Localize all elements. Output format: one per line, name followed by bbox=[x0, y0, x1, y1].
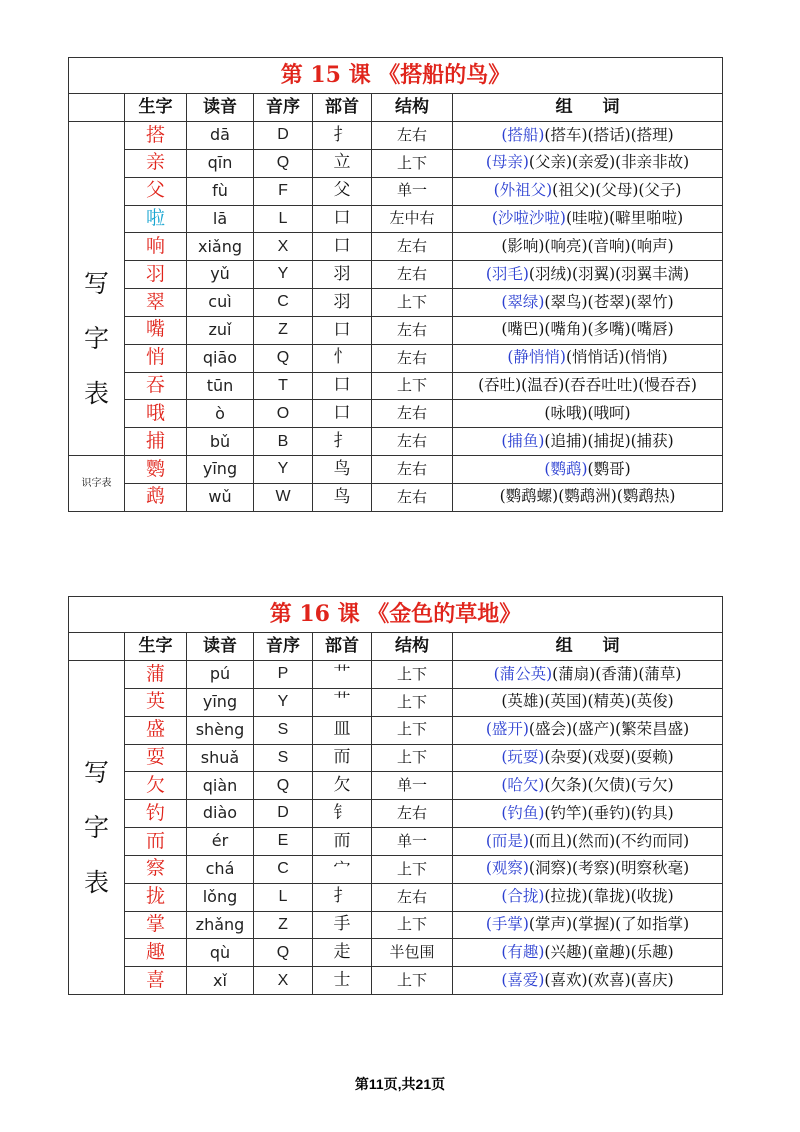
column-header: 部首 bbox=[313, 94, 372, 122]
radical-cell: 钅 bbox=[313, 800, 372, 828]
char-cell: 鹉 bbox=[125, 483, 187, 511]
highlight-word: (蒲公英) bbox=[493, 664, 553, 683]
lesson-table bbox=[68, 57, 723, 512]
structure-cell: 上下 bbox=[372, 289, 453, 317]
structure-cell: 上下 bbox=[372, 661, 453, 689]
lesson-table bbox=[68, 596, 723, 995]
page-footer: 第11页,共21页 bbox=[354, 1076, 446, 1092]
radical-cell: 鸟 bbox=[313, 483, 372, 511]
initial-letter-cell: C bbox=[254, 289, 313, 317]
highlight-word: (合拢) bbox=[501, 887, 545, 906]
header-blank bbox=[69, 94, 125, 122]
char-cell: 欠 bbox=[125, 772, 187, 800]
words-cell bbox=[453, 400, 723, 428]
initial-letter-cell: Q bbox=[254, 772, 313, 800]
structure-cell: 上下 bbox=[372, 716, 453, 744]
initial-letter-cell: D bbox=[254, 800, 313, 828]
other-words: (兴趣)(童趣)(乐趣) bbox=[544, 942, 674, 961]
radical-cell: 皿 bbox=[313, 716, 372, 744]
initial-letter-cell: D bbox=[254, 122, 313, 150]
other-words: (羽绒)(羽翼)(羽翼丰满) bbox=[528, 264, 690, 283]
words-cell bbox=[453, 261, 723, 289]
words-cell bbox=[453, 316, 723, 344]
other-words: (盛会)(盛产)(繁荣昌盛) bbox=[528, 720, 690, 739]
table-row bbox=[69, 233, 723, 261]
section-label-char: 写 bbox=[83, 269, 109, 299]
section-label-char: 字 bbox=[83, 813, 109, 843]
column-header: 生字 bbox=[125, 94, 187, 122]
structure-cell: 单一 bbox=[372, 772, 453, 800]
other-words: (悄悄话)(悄悄) bbox=[565, 348, 668, 367]
table-row bbox=[69, 967, 723, 995]
section-label bbox=[69, 661, 125, 995]
table-row bbox=[69, 772, 723, 800]
other-words: (鹦哥) bbox=[587, 459, 631, 478]
initial-letter-cell: X bbox=[254, 967, 313, 995]
table-row bbox=[69, 400, 723, 428]
structure-cell: 左右 bbox=[372, 483, 453, 511]
other-words: (吞吐)(温吞)(吞吞吐吐)(慢吞吞) bbox=[478, 376, 697, 395]
structure-cell: 上下 bbox=[372, 744, 453, 772]
structure-cell: 左右 bbox=[372, 122, 453, 150]
char-cell: 悄 bbox=[125, 344, 187, 372]
initial-letter-cell: S bbox=[254, 744, 313, 772]
table-row bbox=[69, 316, 723, 344]
highlight-word: (翠绿) bbox=[501, 292, 545, 311]
highlight-word: (玩耍) bbox=[501, 748, 545, 767]
radical-cell: 口 bbox=[313, 316, 372, 344]
initial-letter-cell: Q bbox=[254, 149, 313, 177]
char-cell: 亲 bbox=[125, 149, 187, 177]
words-cell bbox=[453, 939, 723, 967]
column-header: 读音 bbox=[187, 633, 254, 661]
table-row bbox=[69, 205, 723, 233]
other-words: (洞察)(考察)(明察秋毫) bbox=[528, 859, 690, 878]
char-cell: 拢 bbox=[125, 883, 187, 911]
table-row bbox=[69, 428, 723, 456]
pinyin-cell: shèng bbox=[187, 716, 254, 744]
radical-cell: 鸟 bbox=[313, 456, 372, 484]
initial-letter-cell: Y bbox=[254, 261, 313, 289]
section-label bbox=[69, 122, 125, 456]
initial-letter-cell: F bbox=[254, 177, 313, 205]
words-cell bbox=[453, 772, 723, 800]
words-cell bbox=[453, 800, 723, 828]
initial-letter-cell: Q bbox=[254, 939, 313, 967]
pinyin-cell: tūn bbox=[187, 372, 254, 400]
highlight-word: (盛开) bbox=[485, 720, 529, 739]
other-words: (英雄)(英国)(精英)(英俊) bbox=[501, 692, 674, 711]
other-words: (追捕)(捕捉)(捕获) bbox=[544, 431, 674, 450]
char-cell: 吞 bbox=[125, 372, 187, 400]
pinyin-cell: qù bbox=[187, 939, 254, 967]
structure-cell: 上下 bbox=[372, 372, 453, 400]
initial-letter-cell: S bbox=[254, 716, 313, 744]
structure-cell: 上下 bbox=[372, 911, 453, 939]
pinyin-cell: bǔ bbox=[187, 428, 254, 456]
radical-cell: 艹 bbox=[313, 688, 372, 716]
radical-cell: 艹 bbox=[313, 661, 372, 689]
highlight-word: (手掌) bbox=[485, 915, 529, 934]
initial-letter-cell: Q bbox=[254, 344, 313, 372]
structure-cell: 左右 bbox=[372, 800, 453, 828]
radical-cell: 扌 bbox=[313, 883, 372, 911]
pinyin-cell: lā bbox=[187, 205, 254, 233]
structure-cell: 左右 bbox=[372, 261, 453, 289]
pinyin-cell: lǒng bbox=[187, 883, 254, 911]
table-row bbox=[69, 483, 723, 511]
words-cell bbox=[453, 177, 723, 205]
table-row bbox=[69, 800, 723, 828]
lesson-16-table bbox=[68, 596, 722, 995]
column-header: 部首 bbox=[313, 633, 372, 661]
words-cell bbox=[453, 122, 723, 150]
table-row bbox=[69, 688, 723, 716]
table-row bbox=[69, 661, 723, 689]
char-cell: 掌 bbox=[125, 911, 187, 939]
highlight-word: (哈欠) bbox=[501, 775, 545, 794]
words-cell bbox=[453, 344, 723, 372]
pinyin-cell: yīng bbox=[187, 456, 254, 484]
highlight-word: (搭船) bbox=[501, 125, 545, 144]
structure-cell: 左右 bbox=[372, 456, 453, 484]
pinyin-cell: pú bbox=[187, 661, 254, 689]
radical-cell: 扌 bbox=[313, 428, 372, 456]
lesson-title: 第 15 课 《搭船的鸟》 bbox=[69, 58, 723, 94]
other-words: (拉拢)(靠拢)(收拢) bbox=[544, 887, 674, 906]
structure-cell: 上下 bbox=[372, 149, 453, 177]
pinyin-cell: qiàn bbox=[187, 772, 254, 800]
pinyin-cell: xiǎng bbox=[187, 233, 254, 261]
initial-letter-cell: T bbox=[254, 372, 313, 400]
pinyin-cell: zuǐ bbox=[187, 316, 254, 344]
other-words: (搭车)(搭话)(搭理) bbox=[544, 125, 674, 144]
char-cell: 搭 bbox=[125, 122, 187, 150]
other-words: (钓竿)(垂钓)(钓具) bbox=[544, 803, 674, 822]
words-cell bbox=[453, 483, 723, 511]
other-words: (咏哦)(哦呵) bbox=[544, 403, 631, 422]
pinyin-cell: qiāo bbox=[187, 344, 254, 372]
other-words: (掌声)(掌握)(了如指掌) bbox=[528, 915, 690, 934]
column-header: 组 词 bbox=[453, 94, 723, 122]
words-cell bbox=[453, 289, 723, 317]
char-cell: 嘴 bbox=[125, 316, 187, 344]
column-header: 组 词 bbox=[453, 633, 723, 661]
table-row bbox=[69, 883, 723, 911]
initial-letter-cell: B bbox=[254, 428, 313, 456]
highlight-word: (静悄悄) bbox=[507, 348, 566, 367]
highlight-word: (有趣) bbox=[501, 942, 545, 961]
section-label-char: 表 bbox=[83, 868, 109, 898]
table-row bbox=[69, 456, 723, 484]
section-label-char: 表 bbox=[83, 379, 109, 409]
words-cell bbox=[453, 205, 723, 233]
table-row bbox=[69, 744, 723, 772]
structure-cell: 左右 bbox=[372, 883, 453, 911]
column-header: 生字 bbox=[125, 633, 187, 661]
char-cell: 盛 bbox=[125, 716, 187, 744]
structure-cell: 左右 bbox=[372, 344, 453, 372]
structure-cell: 上下 bbox=[372, 855, 453, 883]
words-cell bbox=[453, 828, 723, 856]
highlight-word: (观察) bbox=[485, 859, 529, 878]
char-cell: 钓 bbox=[125, 800, 187, 828]
column-header: 音序 bbox=[254, 633, 313, 661]
char-cell: 喜 bbox=[125, 967, 187, 995]
words-cell bbox=[453, 456, 723, 484]
initial-letter-cell: E bbox=[254, 828, 313, 856]
header-row bbox=[69, 94, 723, 122]
structure-cell: 半包围 bbox=[372, 939, 453, 967]
initial-letter-cell: Z bbox=[254, 911, 313, 939]
section-label: 识字表 bbox=[69, 456, 125, 512]
title-row bbox=[69, 58, 723, 94]
pinyin-cell: ér bbox=[187, 828, 254, 856]
table-row bbox=[69, 855, 723, 883]
structure-cell: 上下 bbox=[372, 967, 453, 995]
structure-cell: 左右 bbox=[372, 316, 453, 344]
char-cell: 哦 bbox=[125, 400, 187, 428]
structure-cell: 上下 bbox=[372, 688, 453, 716]
other-words: (鹦鹉螺)(鹦鹉洲)(鹦鹉热) bbox=[499, 487, 676, 506]
char-cell: 响 bbox=[125, 233, 187, 261]
column-header: 结构 bbox=[372, 94, 453, 122]
pinyin-cell: cuì bbox=[187, 289, 254, 317]
words-cell bbox=[453, 233, 723, 261]
highlight-word: (钓鱼) bbox=[501, 803, 545, 822]
words-cell bbox=[453, 661, 723, 689]
char-cell: 翠 bbox=[125, 289, 187, 317]
pinyin-cell: qīn bbox=[187, 149, 254, 177]
radical-cell: 士 bbox=[313, 967, 372, 995]
radical-cell: 立 bbox=[313, 149, 372, 177]
table-row bbox=[69, 911, 723, 939]
structure-cell: 单一 bbox=[372, 177, 453, 205]
table-row bbox=[69, 828, 723, 856]
pinyin-cell: xǐ bbox=[187, 967, 254, 995]
radical-cell: 走 bbox=[313, 939, 372, 967]
words-cell bbox=[453, 883, 723, 911]
radical-cell: 而 bbox=[313, 828, 372, 856]
other-words: (蒲扇)(香蒲)(蒲草) bbox=[552, 664, 682, 683]
other-words: (翠鸟)(苍翠)(翠竹) bbox=[544, 292, 674, 311]
pinyin-cell: dā bbox=[187, 122, 254, 150]
other-words: (嘴巴)(嘴角)(多嘴)(嘴唇) bbox=[501, 320, 674, 339]
radical-cell: 口 bbox=[313, 372, 372, 400]
words-cell bbox=[453, 911, 723, 939]
structure-cell: 左右 bbox=[372, 233, 453, 261]
words-cell bbox=[453, 428, 723, 456]
radical-cell: 口 bbox=[313, 233, 372, 261]
radical-cell: 父 bbox=[313, 177, 372, 205]
char-cell: 蒲 bbox=[125, 661, 187, 689]
structure-cell: 左右 bbox=[372, 428, 453, 456]
column-header: 读音 bbox=[187, 94, 254, 122]
highlight-word: (而是) bbox=[485, 831, 529, 850]
table-row bbox=[69, 372, 723, 400]
radical-cell: 宀 bbox=[313, 855, 372, 883]
initial-letter-cell: C bbox=[254, 855, 313, 883]
other-words: (父亲)(亲爱)(非亲非故) bbox=[528, 153, 690, 172]
pinyin-cell: yīng bbox=[187, 688, 254, 716]
table-row bbox=[69, 261, 723, 289]
table-row bbox=[69, 716, 723, 744]
other-words: (而且)(然而)(不约而同) bbox=[528, 831, 690, 850]
char-cell: 趣 bbox=[125, 939, 187, 967]
pinyin-cell: yǔ bbox=[187, 261, 254, 289]
highlight-word: (鹦鹉) bbox=[544, 459, 588, 478]
pinyin-cell: wǔ bbox=[187, 483, 254, 511]
section-label-char: 字 bbox=[83, 324, 109, 354]
highlight-word: (沙啦沙啦) bbox=[491, 209, 566, 228]
other-words: (祖父)(父母)(父子) bbox=[552, 181, 682, 200]
other-words: (哇啦)(噼里啪啦) bbox=[565, 209, 684, 228]
char-cell: 察 bbox=[125, 855, 187, 883]
char-cell: 捕 bbox=[125, 428, 187, 456]
char-cell: 鹦 bbox=[125, 456, 187, 484]
structure-cell: 左右 bbox=[372, 400, 453, 428]
header-row bbox=[69, 633, 723, 661]
structure-cell: 左中右 bbox=[372, 205, 453, 233]
words-cell bbox=[453, 967, 723, 995]
radical-cell: 口 bbox=[313, 400, 372, 428]
title-row bbox=[69, 597, 723, 633]
other-words: (影响)(响亮)(音响)(响声) bbox=[501, 236, 674, 255]
initial-letter-cell: O bbox=[254, 400, 313, 428]
radical-cell: 羽 bbox=[313, 261, 372, 289]
lesson-15-table bbox=[68, 57, 722, 512]
pinyin-cell: shuǎ bbox=[187, 744, 254, 772]
highlight-word: (母亲) bbox=[485, 153, 529, 172]
highlight-word: (羽毛) bbox=[485, 264, 529, 283]
pinyin-cell: zhǎng bbox=[187, 911, 254, 939]
table-row bbox=[69, 344, 723, 372]
words-cell bbox=[453, 688, 723, 716]
radical-cell: 扌 bbox=[313, 122, 372, 150]
table-row bbox=[69, 177, 723, 205]
char-cell: 羽 bbox=[125, 261, 187, 289]
initial-letter-cell: X bbox=[254, 233, 313, 261]
pinyin-cell: ò bbox=[187, 400, 254, 428]
radical-cell: 羽 bbox=[313, 289, 372, 317]
initial-letter-cell: W bbox=[254, 483, 313, 511]
words-cell bbox=[453, 716, 723, 744]
highlight-word: (喜爱) bbox=[501, 970, 545, 989]
other-words: (杂耍)(戏耍)(耍赖) bbox=[544, 748, 674, 767]
highlight-word: (外祖父) bbox=[493, 181, 553, 200]
words-cell bbox=[453, 372, 723, 400]
table-row bbox=[69, 122, 723, 150]
radical-cell: 欠 bbox=[313, 772, 372, 800]
initial-letter-cell: Y bbox=[254, 456, 313, 484]
char-cell: 英 bbox=[125, 688, 187, 716]
initial-letter-cell: P bbox=[254, 661, 313, 689]
initial-letter-cell: Z bbox=[254, 316, 313, 344]
initial-letter-cell: L bbox=[254, 205, 313, 233]
initial-letter-cell: Y bbox=[254, 688, 313, 716]
char-cell: 父 bbox=[125, 177, 187, 205]
pinyin-cell: chá bbox=[187, 855, 254, 883]
column-header: 结构 bbox=[372, 633, 453, 661]
words-cell bbox=[453, 149, 723, 177]
words-cell bbox=[453, 855, 723, 883]
table-row bbox=[69, 149, 723, 177]
initial-letter-cell: L bbox=[254, 883, 313, 911]
section-label-char: 写 bbox=[83, 758, 109, 788]
header-blank bbox=[69, 633, 125, 661]
highlight-word: (捕鱼) bbox=[501, 431, 545, 450]
char-cell: 而 bbox=[125, 828, 187, 856]
pinyin-cell: diào bbox=[187, 800, 254, 828]
table-row bbox=[69, 939, 723, 967]
radical-cell: 忄 bbox=[313, 344, 372, 372]
table-row bbox=[69, 289, 723, 317]
lesson-title: 第 16 课 《金色的草地》 bbox=[69, 597, 723, 633]
other-words: (喜欢)(欢喜)(喜庆) bbox=[544, 970, 674, 989]
radical-cell: 手 bbox=[313, 911, 372, 939]
other-words: (欠条)(欠债)(亏欠) bbox=[544, 775, 674, 794]
words-cell bbox=[453, 744, 723, 772]
pinyin-cell: fù bbox=[187, 177, 254, 205]
char-cell: 啦 bbox=[125, 205, 187, 233]
column-header: 音序 bbox=[254, 94, 313, 122]
radical-cell: 口 bbox=[313, 205, 372, 233]
char-cell: 耍 bbox=[125, 744, 187, 772]
radical-cell: 而 bbox=[313, 744, 372, 772]
structure-cell: 单一 bbox=[372, 828, 453, 856]
